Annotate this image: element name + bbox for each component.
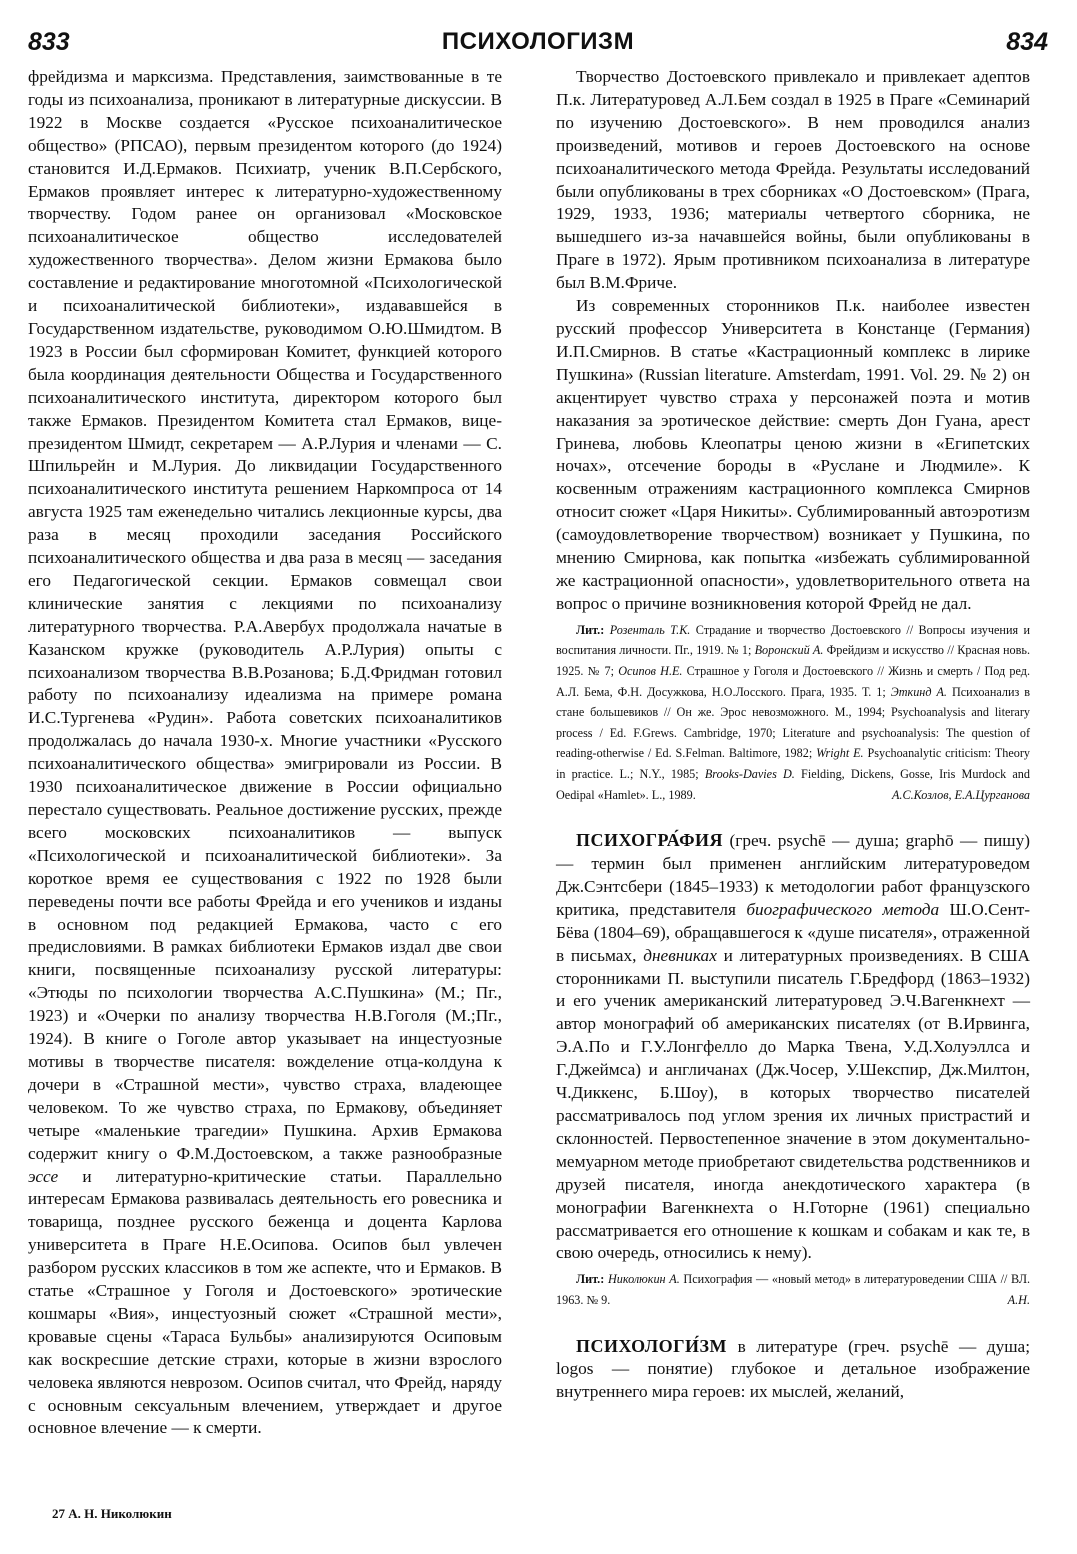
literature-list: Лит.: Розенталь Т.К. Страдание и творчество Достоевского // Вопросы изучения и воспитания личности. Пг., 1919. № 1; Воронский А. Фрейдизм и искусство // Красная новь. 1925. № 7; Осипов Н.Е. Страшное у Гоголя и Достоевского // Жизнь и смерть / Под ред. А.Л. Бема, Ф.Н. Досужкова, Н.О.Лосского. Прага, 1935. Т. 1; Эткинд А. Психоанализ в стане большевиков // Он же. Эрос невозможного. М., 1994; Psychoanalysis and literary process / Ed. F.Grews. Cambridge, 1970; Literature and psychoanalysis: The question of reading-otherwise / Ed. S.Felman. Baltimore, 1982; Wright E. Psychoanalytic criticism: Theory in practice. L.; N.Y., 1985; Brooks-Davies D. Fielding, Dickens, Gosse, Iris Murdock and Oedipal «Hamlet». L., 1989. А.С.Козлов, Е.А.Цурганова [556,620,1030,805]
page-header [28,28,1048,64]
running-title: ПСИХОЛОГИЗМ [441,28,635,55]
page-number-right: 834 [1006,28,1048,56]
paragraph: Из современных сторонников П.к. наиболее известен русский профессор Университета в Констанце (Германия) И.П.Смирнов. В статье «Кастрационный комплекс в лирике Пушкина» (Russian literature. Amsterdam, 1991. Vol. 29. № 2) он акцентирует чувство страха у персонажей поэта и мотив наказания за эротическое действие: смерть Дон Гуана, арест Гринева, любовь Клеопатры ценою жизни в «Египетских ночах», отсечение бороды в «Руслане и Людмиле». К косвенным отражениям кастрационного комплекса Смирнов относит сюжет «Царя Никиты». Сублимированный автоэротизм (самоудовлетворение творчеством) возникает у Пушкина, по мнению Смирнова, как попытка «избежать сублимированной же кастрационной опасности», удовлетворительного ответа на вопрос о причине возникновения которой Фрейд не дал. [556,296,1030,613]
entry-headword: ПСИХОЛОГИ́ЗМ [576,1335,728,1356]
dictionary-entry: ПСИХОГРА́ФИЯ (греч. psychē — душа; graphō — пишу) — термин был применен английским литературоведом Дж.Сэнтсбери (1845–1933) к методологии работ французского критика, представителя биографического метода Ш.О.Сент-Бёва (1804–69), обращавшегося к «душе писателя», отраженной в письмах, дневниках и литературных произведениях. В США сторонниками П. выступили писатель Г.Бредфорд (1863–1932) и его ученик американский литературовед Э.Ч.Вагенкнехт — автор монографий об американских писателях (от В.Ирвинга, Э.А.По и Г.У.Лонгфелло до Марка Твена, У.Д.Холуэллса и Г.Джеймса) и англичанах (Дж.Чосер, У.Шекспир, Дж.Милтон, Ч.Диккенс, Б.Шоу), в которых творчество писателей рассматривалось под углом зрения их личных пристрастий и склонностей. Первостепенное значение в этом документально-мемуарном методе приобретают свидетельства родственников и друзей писателя, иногда анекдотического характера (в монографии Вагенкнехта о Н.Готорне (1961) специально рассматривается его отношение к кошкам и собакам и как те, в свою очередь, относились к нему). [556,830,1031,1263]
page-footer: 27 А. Н. Николюкин [52,1506,172,1521]
paragraph: фрейдизма и марксизма. Представления, заимствованные в те годы из психоанализа, проникают в литературные дискуссии. В 1922 в Москве создается «Русское психоаналитическое общество» (РПСАО), первым президентом которого (до 1924) становится И.Д.Ермаков. Психиатр, ученик В.П.Сербского, Ермаков проявляет интерес к литературно-художественному творчеству. Годом ранее он организовал «Московское психоаналитическое общество исследователей художественного творчества». Делом жизни Ермакова было составление и редактирование многотомной «Психологической и психоаналитической библиотеки», издававшейся в Государственном издательстве, руководимом О.Ю.Шмидтом. В 1923 в России был сформирован Комитет, функцией которого была координация деятельности Общества и Государственного психоаналитического института, директором которого был также Ермаков. Президентом Комитета стал Ермаков, вице-президентом Шмидт, секретарем — А.Р.Лурия и членами — С. Шпильрейн и М.Лурия. До ликвидации Государственного психоаналитического института решением Наркомпроса от 14 августа 1925 там еженедельно читались лекционные курсы, два раза в месяц проходили заседания Российского психоаналитического общества и два раза в месяц — заседания его Педагогической секции. Ермаков совмещал свои клинические занятия с лекциями по психоанализу литературного творчества. Р.А.Авербух продолжала начатые в Казанском кружке (руководитель А.Р.Лурия) опыты с психоанализом творчества В.В.Розанова; Б.Д.Фридман готовил работу по психоанализу идеализма на примере романа И.С.Тургенева «Рудин». Работа советских психоаналитиков продолжалась до начала 1930-х. Многие участники «Русского психоаналитического общества» эмигрировали из России. В 1930 психоаналитическое движение в России официально перестало существовать. Реальное достижение русских, прежде всего московских психоаналитиков — выпуск «Психологической и психоаналитической библиотеки». За короткое время ее существования с 1922 по 1928 были переведены почти все работы Фрейда и его учеников и изданы в основном под редакцией Ермакова, часто с его предисловиями. В рамках библиотеки Ермаков издал две свои книги, посвященные психоанализу русской литературы: «Этюды по психологии творчества А.С.Пушкина» (М.; Пг., 1923) и «Очерки по анализу творчества Н.В.Гоголя (М.;Пг., 1924). В книге о Гоголе автор указывает на инцестуозные мотивы в творчестве писателя: вожделение отца-колдуна к дочери в «Страшной мести», чувство страха, владеющее человеком. То же чувство страха, по Ермакову, объединяет четыре «маленькие трагедии» Пушкина. Архив Ермакова содержит книгу о Ф.М.Достоевском, а также разнообразные эссе и литературно-критические статьи. Параллельно интересам Ермакова развивалась деятельность его ровесника и товарища, позднее русского беженца и доцента Карлова университета в Праге Н.Е.Осипова. Осипов был увлечен разбором русских классиков в том же аспекте, что и Ермаков. В статье «Страшное у Гоголя и Достоевского» эротические кошмары «Вия», инцестуозный сюжет «Страшной мести», кровавые сцены «Тараса Бульбы» анализируются Осиповым как воскресшие детские страхи, которые в жизни взрослого человека являются неврозом. Осипов считал, что Фрейд, наряду с основным сексуальным влечением, утверждает и другое основное влечение — к смерти. [28,67,502,1438]
left-column [28,66,502,1440]
literature-list: Лит.: Николюкин А. Психография — «новый метод» в литературоведении США // ВЛ. 1963. № 9. А.Н. [556,1269,1030,1310]
paragraph: Творчество Достоевского привлекало и привлекает адептов П.к. Литературовед А.Л.Бем создал в 1925 в Праге «Семинарий по изучению Достоевского». В нем проводился анализ произведений, мотивов и героев Достоевского на основе психоаналитического метода Фрейда. Результаты исследований были опубликованы в трех сборниках «О Достоевском» (Прага, 1929, 1933, 1936; материалы четвертого сборника, не вышедшего из-за начавшейся войны, были опубликованы в Праге в 1972). Ярым противником психоанализа в литературе был В.М.Фриче. [556,67,1030,293]
right-column [556,66,1030,1404]
dictionary-entry: ПСИХОЛОГИ́ЗМ в литературе (греч. psychē — душа; logos — понятие) глубокое и детальное изображение внутреннего мира героев: их мыслей, желаний, [556,1335,1030,1402]
entry-headword: ПСИХОГРА́ФИЯ [576,830,724,851]
author-signature: А.С.Козлов, Е.А.Цурганова [891,787,1030,802]
page-number-left: 833 [28,28,70,56]
author-signature: А.Н. [1007,1292,1030,1307]
